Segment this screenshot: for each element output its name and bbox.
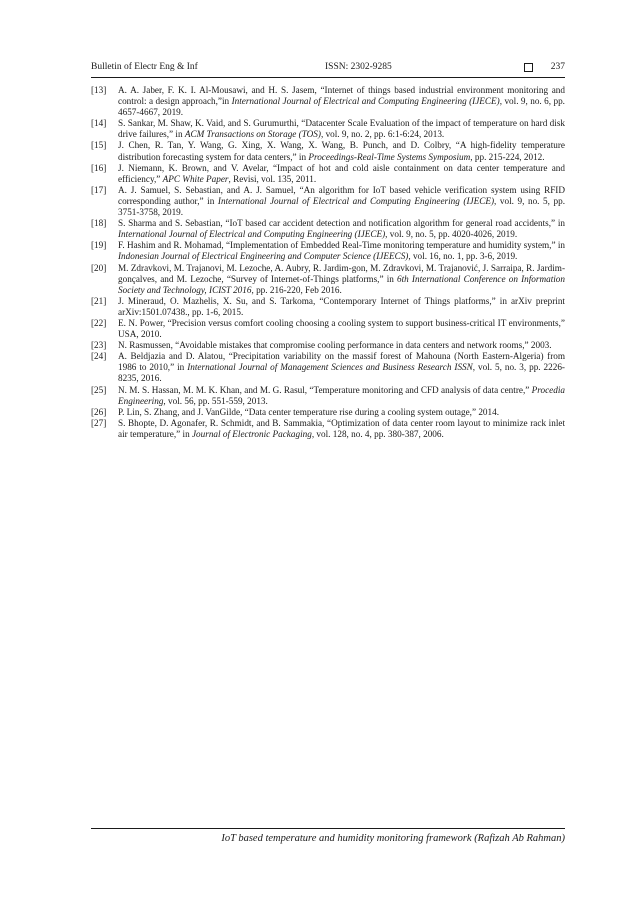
reference-number: [24] bbox=[91, 351, 107, 362]
reference-text: A. A. Jaber, F. K. I. Al-Mousawi, and H. S. Jasem, “Internet of things based industrial environment monitoring and control: a design approach,”in bbox=[118, 85, 565, 107]
reference-text: N. Rasmussen, “Avoidable mistakes that compromise cooling performance in data centers and network rooms,” 2003. bbox=[118, 340, 552, 351]
reference-number: [26] bbox=[91, 406, 107, 417]
reference-text: S. Bhopte, D. Agonafer, R. Schmidt, and B. Sammakia, “Optimization of data center room layout to minimize rack inlet air temperature,” in bbox=[118, 417, 565, 439]
reference-text: , vol. 5, no. 3, pp. 2226-8235, 2016. bbox=[118, 362, 565, 384]
reference-item bbox=[91, 118, 565, 140]
footer-divider bbox=[91, 828, 565, 829]
reference-text: F. Hashim and R. Mohamad, “Implementation of Embedded Real-Time monitoring temperature and humidity system,” in bbox=[118, 240, 565, 251]
running-footer: IoT based temperature and humidity monitoring framework (Rafizah Ab Rahman) bbox=[221, 833, 565, 844]
reference-number: [13] bbox=[91, 85, 107, 95]
reference-text: , vol. 9, no. 5, pp. 3751-3758, 2019. bbox=[118, 195, 565, 218]
reference-venue: Procedia Engineering bbox=[118, 384, 565, 406]
reference-item bbox=[91, 407, 565, 418]
reference-number: [21] bbox=[91, 295, 107, 306]
reference-venue: APC White Paper bbox=[162, 173, 229, 184]
page-number: 237 bbox=[550, 62, 565, 72]
reference-list bbox=[91, 85, 565, 440]
reference-text: , vol. 128, no. 4, pp. 380-387, 2006. bbox=[311, 428, 444, 439]
reference-item bbox=[91, 385, 565, 407]
reference-number: [19] bbox=[91, 240, 107, 251]
reference-venue: Journal of Electronic Packaging bbox=[191, 428, 312, 439]
reference-text: , pp. 216-220, Feb 2016. bbox=[251, 284, 342, 295]
reference-text: J. Niemann, K. Brown, and V. Avelar, “Impact of hot and cold aisle containment on data center temperature and efficiency,” bbox=[118, 162, 565, 184]
reference-venue: Proceedings-Real-Time Systems Symposium bbox=[308, 151, 471, 162]
reference-item bbox=[91, 340, 565, 351]
reference-venue: International Journal of Electrical and Computing Engineering (IJECE) bbox=[217, 195, 495, 206]
reference-number: [14] bbox=[91, 118, 107, 129]
reference-venue: Indonesian Journal of Electrical Engineering and Computer Science (IJEECS) bbox=[118, 251, 409, 262]
running-header bbox=[91, 60, 565, 76]
reference-number: [27] bbox=[91, 417, 107, 428]
reference-text: A. J. Samuel, S. Sebastian, and A. J. Samuel, “An algorithm for IoT based vehicle verification system using RFID corresponding author,” in bbox=[118, 184, 565, 206]
reference-number: [17] bbox=[91, 184, 107, 195]
reference-text: , vol. 9, no. 2, pp. 6:1-6:24, 2013. bbox=[320, 129, 445, 140]
reference-item bbox=[91, 351, 565, 384]
reference-text: A. Beldjazia and D. Alatou, “Precipitation variability on the massif forest of Mahouna (North Eastern-Algeria) from 1986 to 2010,” in bbox=[118, 351, 565, 373]
reference-venue: International Journal of Management Sciences and Business Research ISSN bbox=[187, 362, 473, 373]
reference-number: [18] bbox=[91, 218, 107, 229]
reference-number: [15] bbox=[91, 140, 107, 151]
reference-number: [16] bbox=[91, 162, 107, 173]
reference-text: J. Mineraud, O. Mazhelis, X. Su, and S. Tarkoma, “Contemporary Internet of Things platforms,” in arXiv preprint arXiv:1501.07438., pp. 1-6, 2015. bbox=[118, 295, 565, 317]
reference-text: S. Sharma and S. Sebastian, “IoT based car accident detection and notification algorithm for general road accidents,” in bbox=[118, 218, 565, 229]
reference-number: [20] bbox=[91, 262, 107, 273]
reference-number: [25] bbox=[91, 384, 107, 395]
issn-label: ISSN: 2302-9285 bbox=[325, 62, 392, 72]
reference-number: [22] bbox=[91, 317, 107, 328]
reference-item bbox=[91, 85, 565, 118]
reference-text: , vol. 9, no. 5, pp. 4020-4026, 2019. bbox=[385, 229, 518, 240]
reference-item bbox=[91, 163, 565, 185]
reference-item bbox=[91, 185, 565, 218]
reference-item bbox=[91, 318, 565, 340]
reference-text: J. Chen, R. Tan, Y. Wang, G. Xing, X. Wang, X. Wang, B. Punch, and D. Colbry, “A high-fidelity temperature distribution forecasting system for data centers,” in bbox=[118, 140, 565, 162]
reference-venue: 6th International Conference on Information Society and Technology, ICIST 2016 bbox=[118, 273, 565, 295]
reference-venue: International Journal of Electrical and Computing Engineering (IJECE) bbox=[231, 96, 500, 107]
reference-text: , pp. 215-224, 2012. bbox=[470, 151, 545, 162]
header-divider bbox=[91, 77, 565, 78]
reference-item bbox=[91, 263, 565, 296]
reference-text: , vol. 9, no. 6, pp. 4657-4667, 2019. bbox=[118, 96, 565, 118]
reference-number: [23] bbox=[91, 340, 107, 351]
reference-item bbox=[91, 218, 565, 240]
reference-item bbox=[91, 418, 565, 440]
reference-text: S. Sankar, M. Shaw, K. Vaid, and S. Gurumurthi, “Datacenter Scale Evaluation of the impact of temperature on hard disk drive failures,” in bbox=[118, 118, 565, 140]
reference-item bbox=[91, 140, 565, 162]
reference-text: E. N. Power, “Precision versus comfort cooling choosing a cooling system to support business-critical IT environments,” USA, 2010. bbox=[118, 317, 565, 340]
reference-venue: International Journal of Electrical and Computing Engineering (IJECE) bbox=[118, 229, 386, 240]
reference-text: , vol. 56, pp. 551-559, 2013. bbox=[163, 395, 268, 406]
reference-item bbox=[91, 296, 565, 318]
reference-text: , Revisi, vol. 135, 2011. bbox=[228, 173, 317, 184]
reference-text: M. Zdravkovi, M. Trajanovi, M. Lezoche, A. Aubry, R. Jardim-gon, M. Zdravkovi, M. Trajanović, J. Sarraipa, R. Jardim-gonçalves, and M. Lezoche, “Survey of Internet-of-Things platforms,” in bbox=[118, 262, 565, 284]
journal-name: Bulletin of Electr Eng & Inf bbox=[91, 62, 198, 72]
reference-item bbox=[91, 240, 565, 262]
reference-text: N. M. S. Hassan, M. M. K. Khan, and M. G. Rasul, “Temperature monitoring and CFD analysis of data centre,” bbox=[118, 384, 532, 395]
reference-text: P. Lin, S. Zhang, and J. VanGilde, “Data center temperature rise during a cooling system outage,” 2014. bbox=[118, 406, 500, 417]
checkbox-square-icon bbox=[524, 63, 533, 72]
reference-venue: ACM Transactions on Storage (TOS) bbox=[184, 129, 321, 140]
reference-text: , vol. 16, no. 1, pp. 3-6, 2019. bbox=[408, 251, 518, 262]
